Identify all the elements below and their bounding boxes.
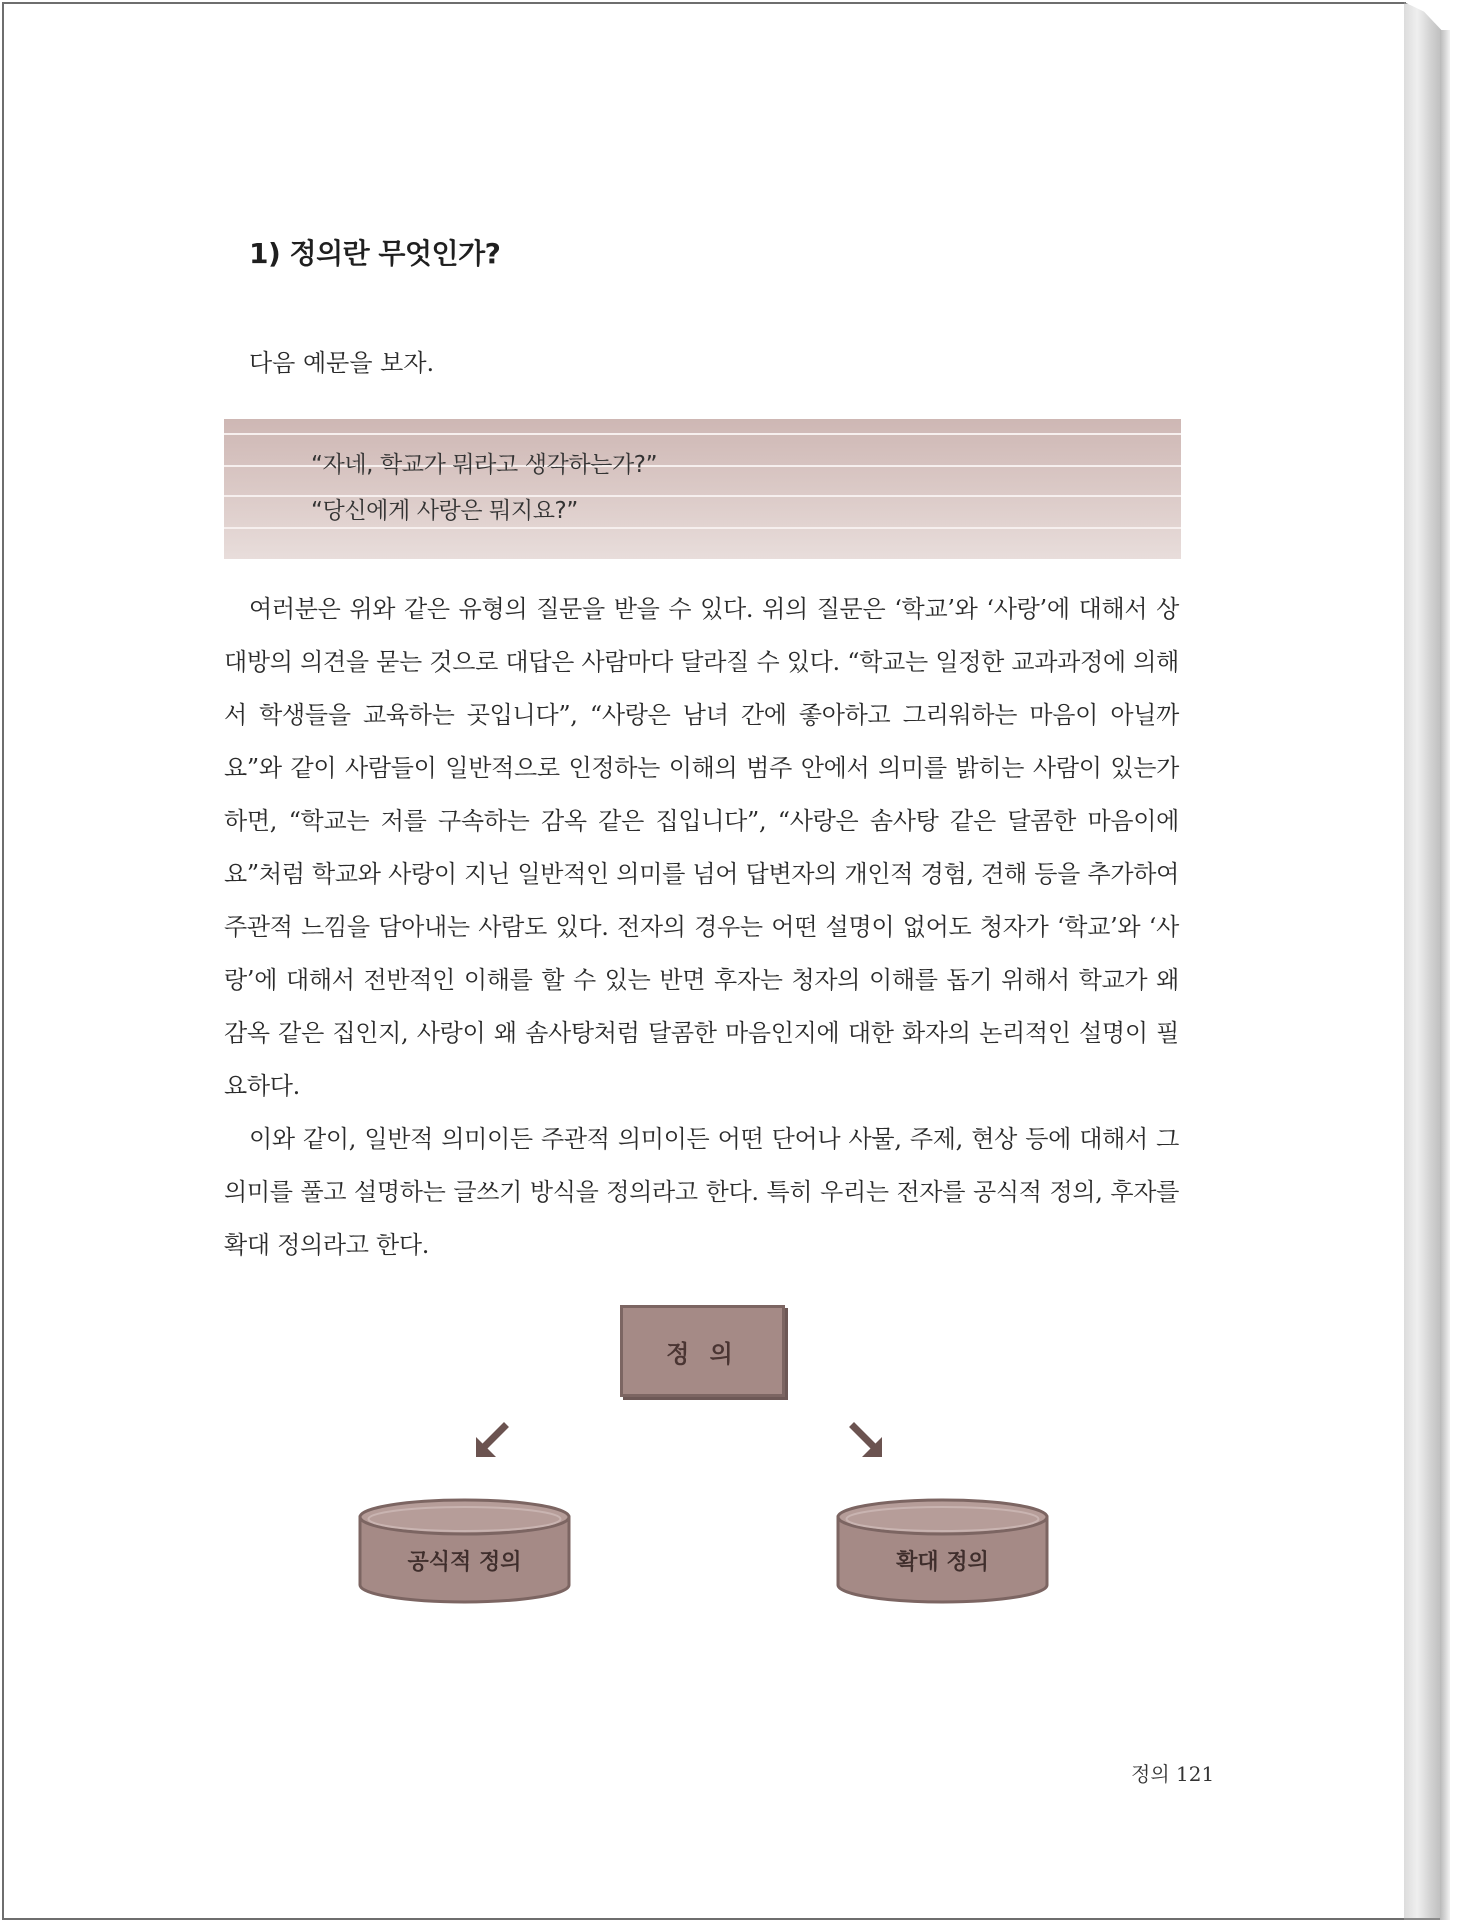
definition-root-box	[620, 1305, 785, 1397]
example-box-rule	[224, 527, 1181, 529]
book-page-edge-shadow	[1440, 30, 1450, 1920]
book-page-edge	[1404, 2, 1444, 1920]
extended-definition-cylinder	[835, 1497, 1050, 1607]
arrow-down-right-icon	[846, 1421, 886, 1461]
intro-text: 다음 예문을 보자.	[249, 349, 435, 377]
formal-definition-label: 공식적 정의	[407, 1550, 522, 1575]
example-box-rule	[224, 433, 1181, 435]
arrow-down-left-icon	[472, 1421, 512, 1461]
example-question-1: “자네, 학교가 뭐라고 생각하는가?”	[311, 452, 658, 478]
body-paragraph-1: 여러분은 위와 같은 유형의 질문을 받을 수 있다. 위의 질문은 ‘학교’와 ‘사랑’에 대해서 상대방의 의견을 묻는 것으로 대답은 사람마다 달라질 수 있다. “학교는 일정한 교과과정에 의해서 학생들을 교육하는 곳입니다”, “사랑은 남녀 간에 좋아하고 그리워하는 마음이 아닐까요”와 같이 사람들이 일반적으로 인정하는 이해의 범주 안에서 의미를 밝히는 사람이 있는가 하면, “학교는 저를 구속하는 감옥 같은 집입니다”, “사랑은 솜사탕 같은 달콤한 마음이에요”처럼 학교와 사랑이 지닌 일반적인 의미를 넘어 답변자의 개인적 경험, 견해 등을 추가하여 주관적 느낌을 담아내는 사람도 있다. 전자의 경우는 어떤 설명이 없어도 청자가 ‘학교’와 ‘사랑’에 대해서 전반적인 이해를 할 수 있는 반면 후자는 청자의 이해를 돕기 위해서 학교가 왜 감옥 같은 집인지, 사랑이 왜 솜사탕처럼 달콤한 마음인지에 대한 화자의 논리적인 설명이 필요하다.	[224, 595, 1179, 1100]
body-paragraph-2: 이와 같이, 일반적 의미이든 주관적 의미이든 어떤 단어나 사물, 주제, 현상 등에 대해서 그 의미를 풀고 설명하는 글쓰기 방식을 정의라고 한다. 특히 우리는 전자를 공식적 정의, 후자를 확대 정의라고 한다.	[224, 1125, 1179, 1259]
extended-definition-label: 확대 정의	[896, 1550, 989, 1575]
example-question-2: “당신에게 사랑은 뭐지요?”	[311, 498, 578, 524]
section-title: 1) 정의란 무엇인가?	[249, 237, 501, 270]
example-box	[224, 419, 1181, 559]
definition-root-label: 정 의	[666, 1339, 739, 1368]
page-number: 정의 121	[1131, 1762, 1215, 1786]
formal-definition-cylinder	[357, 1497, 572, 1607]
